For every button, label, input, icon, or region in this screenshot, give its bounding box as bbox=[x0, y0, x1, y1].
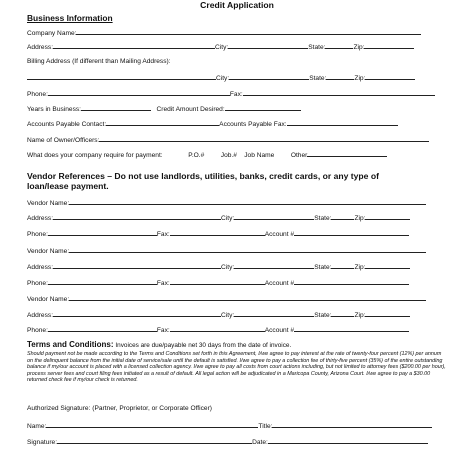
vendor2-address-field[interactable] bbox=[53, 262, 221, 269]
city-label: City: bbox=[215, 44, 229, 51]
vendor1-address-row bbox=[27, 213, 410, 223]
vendor3-address-label: Address: bbox=[27, 312, 54, 319]
vendor3-address-field[interactable] bbox=[53, 310, 221, 317]
company-name-label: Company Name: bbox=[27, 30, 77, 37]
vendor1-account-field[interactable] bbox=[294, 229, 409, 236]
billing-city-label: City: bbox=[216, 75, 230, 82]
owner-row bbox=[27, 135, 429, 145]
terms-body: Should payment not be made according to the Terms and Conditions set forth in this Agreement, I/we agree to pay interest at the rate of twenty-four percent (12%) per annum on the delinquent balance from the initial date of service/sale until the default is satisfied. I/we agree to pay a collection fee of thirty-five percent (35%) of the entire outstanding balance if my/our account is placed with a licensed collection agency. I/we agree to pay all costs from court actions including, but not limited to attorney fees ($200.00 per hour), process server fees and court filing fees initiated as a result of default. All legal action will be adjudicated in a Maricopa County, Arizona Court. I/we agree to pay a $30.00 returned check fee if my/our check is returned. bbox=[27, 351, 446, 384]
business-info-heading: Business Information bbox=[27, 13, 113, 23]
other-field[interactable] bbox=[307, 150, 387, 157]
address-field[interactable] bbox=[53, 42, 215, 49]
fax-field[interactable] bbox=[243, 89, 435, 96]
po-option[interactable]: P.O.# bbox=[188, 152, 205, 159]
vendor3-state-label: State: bbox=[314, 312, 332, 319]
vendor2-address-label: Address: bbox=[27, 264, 54, 271]
zip-label: Zip: bbox=[353, 44, 365, 51]
ap-row bbox=[27, 119, 398, 129]
vendor2-name-row bbox=[27, 246, 426, 256]
phone-fax-row bbox=[27, 89, 435, 99]
years-field[interactable] bbox=[81, 104, 151, 111]
vendor2-account-field[interactable] bbox=[294, 278, 409, 285]
vendor3-zip-label: Zip: bbox=[354, 312, 366, 319]
zip-field[interactable] bbox=[364, 42, 414, 49]
fax-label: Fax: bbox=[229, 91, 243, 98]
state-field[interactable] bbox=[325, 42, 353, 49]
vendor-heading-line1: Vendor References – Do not use landlords, utilities, banks, credit cards, or any type of bbox=[27, 171, 379, 181]
ap-fax-label: Accounts Payable Fax: bbox=[219, 121, 287, 128]
vendor3-city-label: City: bbox=[221, 312, 235, 319]
vendor3-phone-field[interactable] bbox=[48, 325, 157, 332]
vendor3-zip-field[interactable] bbox=[365, 310, 410, 317]
vendor1-address-label: Address: bbox=[27, 215, 54, 222]
years-credit-row bbox=[27, 104, 301, 114]
vendor1-name-label: Vendor Name: bbox=[27, 200, 70, 207]
signature-row bbox=[27, 437, 428, 447]
company-name-field[interactable] bbox=[76, 28, 421, 35]
signature-date-field[interactable] bbox=[268, 437, 428, 444]
city-field[interactable] bbox=[228, 42, 308, 49]
vendor1-zip-field[interactable] bbox=[365, 213, 410, 220]
vendor1-account-label: Account # bbox=[264, 231, 295, 238]
vendor2-name-label: Vendor Name: bbox=[27, 248, 70, 255]
owner-field[interactable] bbox=[99, 135, 429, 142]
ap-contact-label: Accounts Payable Contact: bbox=[27, 121, 107, 128]
ap-contact-field[interactable] bbox=[106, 119, 219, 126]
vendor2-zip-label: Zip: bbox=[354, 264, 366, 271]
vendor1-city-field[interactable] bbox=[234, 213, 314, 220]
vendor1-state-field[interactable] bbox=[331, 213, 354, 220]
vendor2-city-field[interactable] bbox=[234, 262, 314, 269]
vendor3-city-field[interactable] bbox=[234, 310, 314, 317]
vendor1-fax-label: Fax: bbox=[156, 231, 170, 238]
vendor2-state-field[interactable] bbox=[331, 262, 354, 269]
credit-amount-field[interactable] bbox=[225, 104, 301, 111]
vendor2-phone-row bbox=[27, 278, 409, 288]
vendor1-city-label: City: bbox=[221, 215, 235, 222]
vendor2-state-label: State: bbox=[314, 264, 332, 271]
job-number-option[interactable]: Job.# bbox=[220, 152, 237, 159]
signature-field[interactable] bbox=[57, 437, 252, 444]
signature-name-row bbox=[27, 421, 432, 431]
vendor3-account-field[interactable] bbox=[294, 325, 409, 332]
billing-state-field[interactable] bbox=[326, 73, 354, 80]
vendor1-name-field[interactable] bbox=[69, 198, 426, 205]
vendor2-fax-label: Fax: bbox=[156, 280, 170, 287]
terms-lead: Invoices are due/payable net 30 days from the date of invoice. bbox=[115, 342, 292, 349]
vendor1-phone-label: Phone: bbox=[27, 231, 48, 238]
credit-amount-label: Credit Amount Desired: bbox=[156, 106, 225, 113]
vendor3-name-label: Vendor Name: bbox=[27, 296, 70, 303]
vendor2-name-field[interactable] bbox=[69, 246, 426, 253]
vendor2-phone-label: Phone: bbox=[27, 280, 48, 287]
signature-title-label: Title: bbox=[258, 423, 273, 430]
billing-state-label: State: bbox=[309, 75, 327, 82]
billing-address-field[interactable] bbox=[27, 73, 216, 80]
vendor-heading-line2: loan/lease payment. bbox=[27, 181, 109, 191]
vendor3-name-row bbox=[27, 294, 426, 304]
vendor1-phone-row bbox=[27, 229, 409, 239]
years-label: Years in Business: bbox=[27, 106, 82, 113]
vendor1-fax-field[interactable] bbox=[170, 229, 265, 236]
vendor2-city-label: City: bbox=[221, 264, 235, 271]
phone-label: Phone: bbox=[27, 91, 48, 98]
vendor1-state-label: State: bbox=[314, 215, 332, 222]
signature-heading: Authorized Signature: (Partner, Proprietor, or Corporate Officer) bbox=[27, 405, 212, 412]
payment-requirement-row bbox=[27, 150, 387, 160]
vendor3-phone-row bbox=[27, 325, 409, 335]
signature-title-field[interactable] bbox=[272, 421, 432, 428]
signature-date-label: Date: bbox=[252, 439, 268, 446]
phone-field[interactable] bbox=[48, 89, 230, 96]
terms-heading: Terms and Conditions: bbox=[27, 340, 114, 349]
billing-city-field[interactable] bbox=[229, 73, 309, 80]
job-name-option[interactable]: Job Name bbox=[244, 152, 275, 159]
vendor3-fax-label: Fax: bbox=[156, 327, 170, 334]
vendor2-phone-field[interactable] bbox=[48, 278, 157, 285]
signature-label: Signature: bbox=[27, 439, 58, 446]
vendor1-phone-field[interactable] bbox=[48, 229, 157, 236]
vendor3-phone-label: Phone: bbox=[27, 327, 48, 334]
state-label: State: bbox=[308, 44, 326, 51]
billing-zip-label: Zip: bbox=[354, 75, 366, 82]
billing-zip-field[interactable] bbox=[365, 73, 415, 80]
vendor2-account-label: Account # bbox=[264, 280, 295, 287]
vendor2-fax-field[interactable] bbox=[170, 278, 265, 285]
signature-name-label: Name: bbox=[27, 423, 47, 430]
vendor1-address-field[interactable] bbox=[53, 213, 221, 220]
vendor2-zip-field[interactable] bbox=[365, 262, 410, 269]
vendor3-address-row bbox=[27, 310, 410, 320]
vendor3-account-label: Account # bbox=[264, 327, 295, 334]
signature-name-field[interactable] bbox=[46, 421, 258, 428]
vendor3-name-field[interactable] bbox=[69, 294, 426, 301]
owner-label: Name of Owner/Officers: bbox=[27, 137, 100, 144]
company-name-row bbox=[27, 28, 421, 38]
ap-fax-field[interactable] bbox=[287, 119, 398, 126]
vendor3-state-field[interactable] bbox=[331, 310, 354, 317]
page-title: Credit Application bbox=[200, 0, 274, 10]
billing-address-row bbox=[27, 73, 415, 83]
address-label: Address: bbox=[27, 44, 54, 51]
address-row bbox=[27, 42, 414, 52]
vendor1-name-row bbox=[27, 198, 426, 208]
other-option[interactable]: Other bbox=[290, 152, 308, 159]
vendor3-fax-field[interactable] bbox=[170, 325, 265, 332]
vendor1-zip-label: Zip: bbox=[354, 215, 366, 222]
billing-address-label: Billing Address (If different than Mailing Address): bbox=[27, 58, 171, 65]
requirement-label: What does your company require for payment: bbox=[27, 152, 163, 159]
terms-heading-row bbox=[27, 341, 291, 350]
vendor2-address-row bbox=[27, 262, 410, 272]
